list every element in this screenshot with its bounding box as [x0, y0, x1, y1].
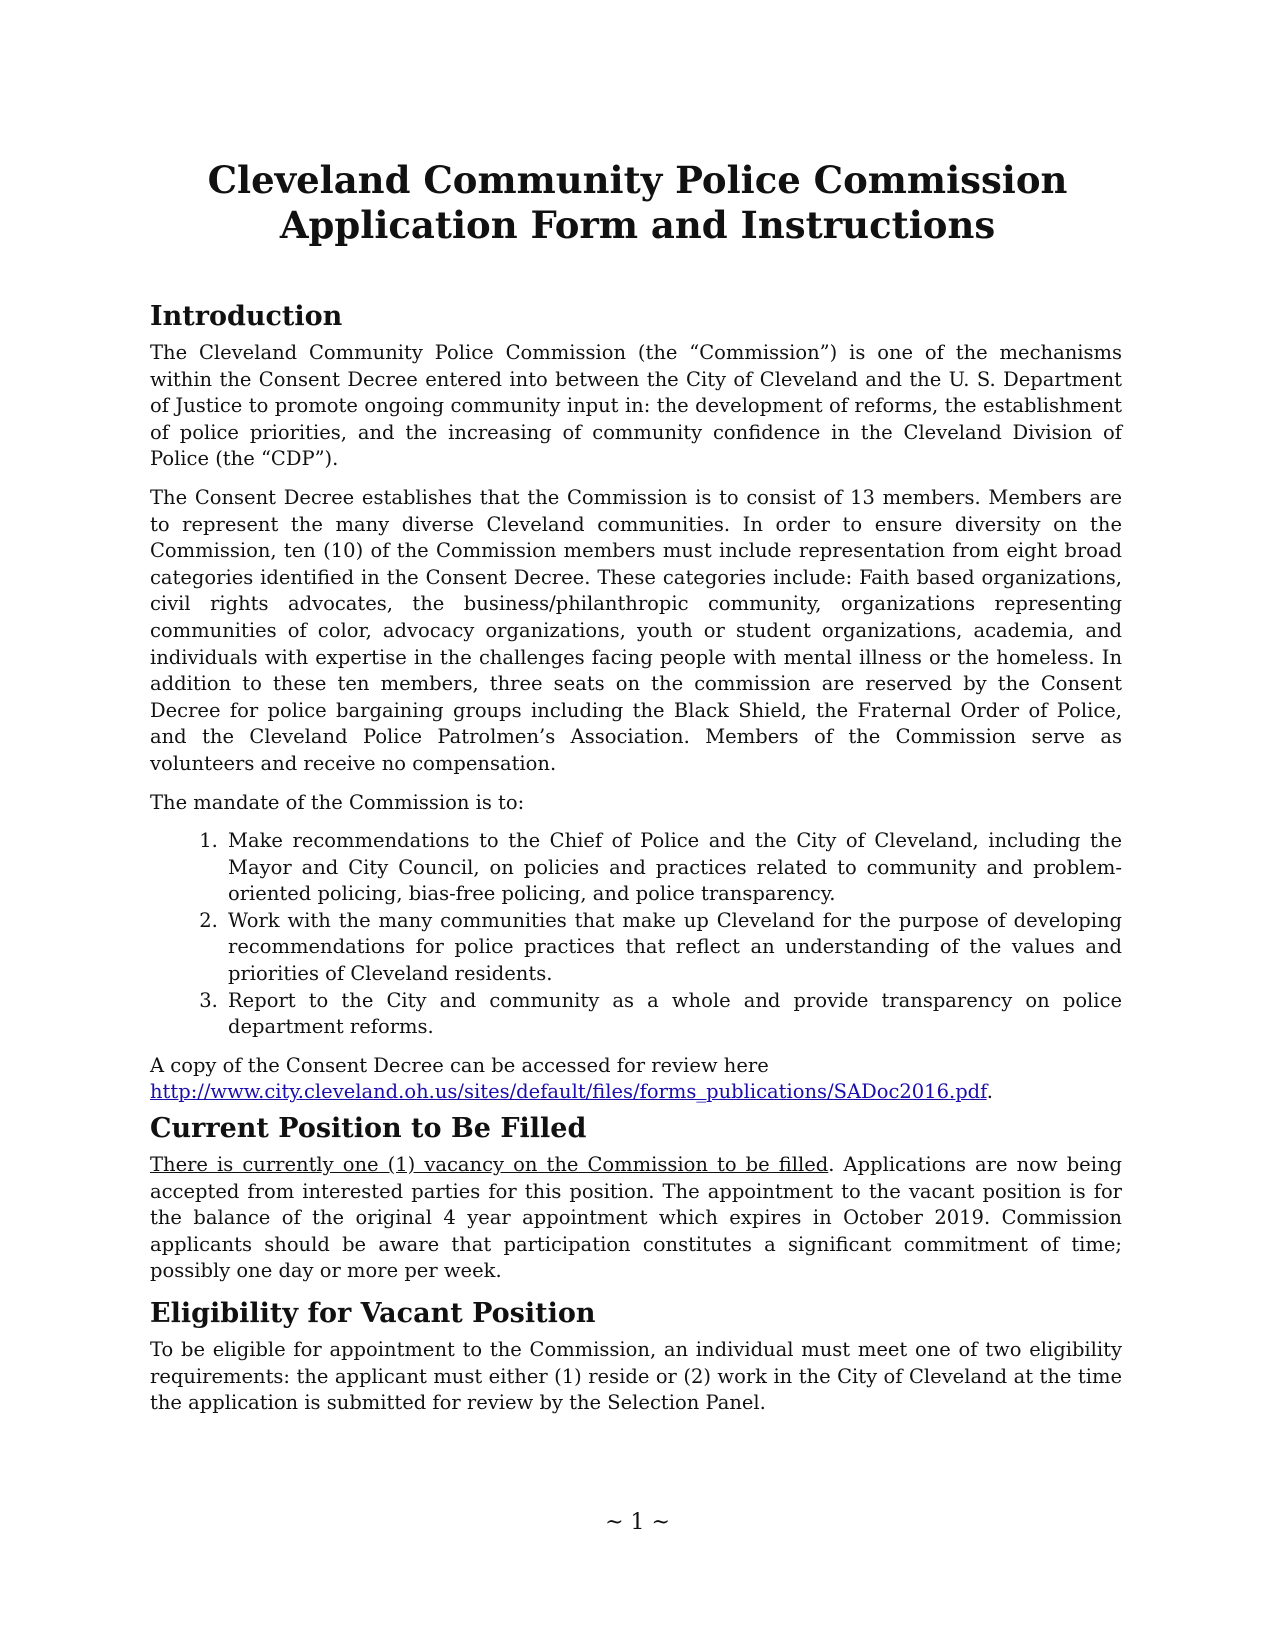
- introduction-paragraph-2: The Consent Decree establishes that the Commission is to consist of 13 members. Members are to represent the many diverse Cleveland communities. In order to ensure diversity on the Commission, ten (10) of the Commission members must include representation from eight broad categories identified in the Consent Decree. These categories include: Faith based organizations, civil rights advocates, the business/philanthropic community, organizations representing communities of color, advocacy organizations, youth or student organizations, academia, and individuals with expertise in the challenges facing people with mental illness or the homeless. In addition to these ten members, three seats on the commission are reserved by the Consent Decree for police bargaining groups including the Black Shield, the Fraternal Order of Police, and the Cleveland Police Patrolmen’s Association. Members of the Commission serve as volunteers and receive no compensation.: [150, 485, 1122, 775]
- vacancy-notice: There is currently one (1) vacancy on the Commission to be filled: [150, 1153, 829, 1177]
- eligibility-paragraph: To be eligible for appointment to the Commission, an individual must meet one of two eligibility requirements: the applicant must either (1) reside or (2) work in the City of Cleveland at the time the application is submitted for review by the Selection Panel.: [150, 1338, 1122, 1415]
- introduction-paragraph-1: The Cleveland Community Police Commission (the “Commission”) is one of the mechanisms within the Consent Decree entered into between the City of Cleveland and the U. S. Department of Justice to promote ongoing community input in: the development of reforms, the establishment of police priorities, and the increasing of community confidence in the Cleveland Division of Police (the “CDP”).: [150, 341, 1122, 471]
- current-position-paragraph: [150, 1152, 1122, 1285]
- current-position-text: . Applications are now being accepted from interested parties for this position. The appointment to the vacant position is for the balance of the original 4 year appointment which expires in October 2019. Commission applicants should be aware that participation constitutes a significant commitment of time; possibly one day or more per week.: [150, 1153, 1122, 1283]
- title-line-2: Application Form and Instructions: [279, 203, 996, 247]
- title-line-1: Cleveland Community Police Commission: [207, 158, 1068, 202]
- consent-decree-link[interactable]: http://www.city.cleveland.oh.us/sites/default/files/forms_publications/SADoc2016.pdf: [150, 1080, 987, 1104]
- consent-decree-copy: [150, 1053, 1122, 1106]
- current-position-section: [150, 1112, 1122, 1285]
- mandate-list: [150, 828, 1122, 1041]
- introduction-heading: Introduction: [150, 301, 343, 332]
- page-number: ~ 1 ~: [605, 1510, 670, 1535]
- consent-decree-copy-text: A copy of the Consent Decree can be accessed for review here: [150, 1053, 769, 1077]
- mandate-item-3: 3. Report to the City and community as a whole and provide transparency on police department reforms.: [224, 988, 1122, 1041]
- document-body: [150, 300, 1122, 1429]
- mandate-item-1: 1. Make recommendations to the Chief of Police and the City of Cleveland, including the Mayor and City Council, on policies and practices related to community and problem-oriented policing, bias-free policing, and police transparency.: [224, 828, 1122, 908]
- document-title: [150, 158, 1125, 248]
- introduction-section: [150, 300, 1122, 1106]
- mandate-item-2: 2. Work with the many communities that make up Cleveland for the purpose of developing recommendations for police practices that reflect an understanding of the values and priorities of Cleveland residents.: [224, 908, 1122, 988]
- link-period: .: [986, 1080, 993, 1104]
- eligibility-heading: Eligibility for Vacant Position: [150, 1298, 596, 1329]
- mandate-intro: The mandate of the Commission is to:: [150, 790, 525, 814]
- current-position-heading: Current Position to Be Filled: [150, 1113, 587, 1145]
- eligibility-section: [150, 1297, 1122, 1417]
